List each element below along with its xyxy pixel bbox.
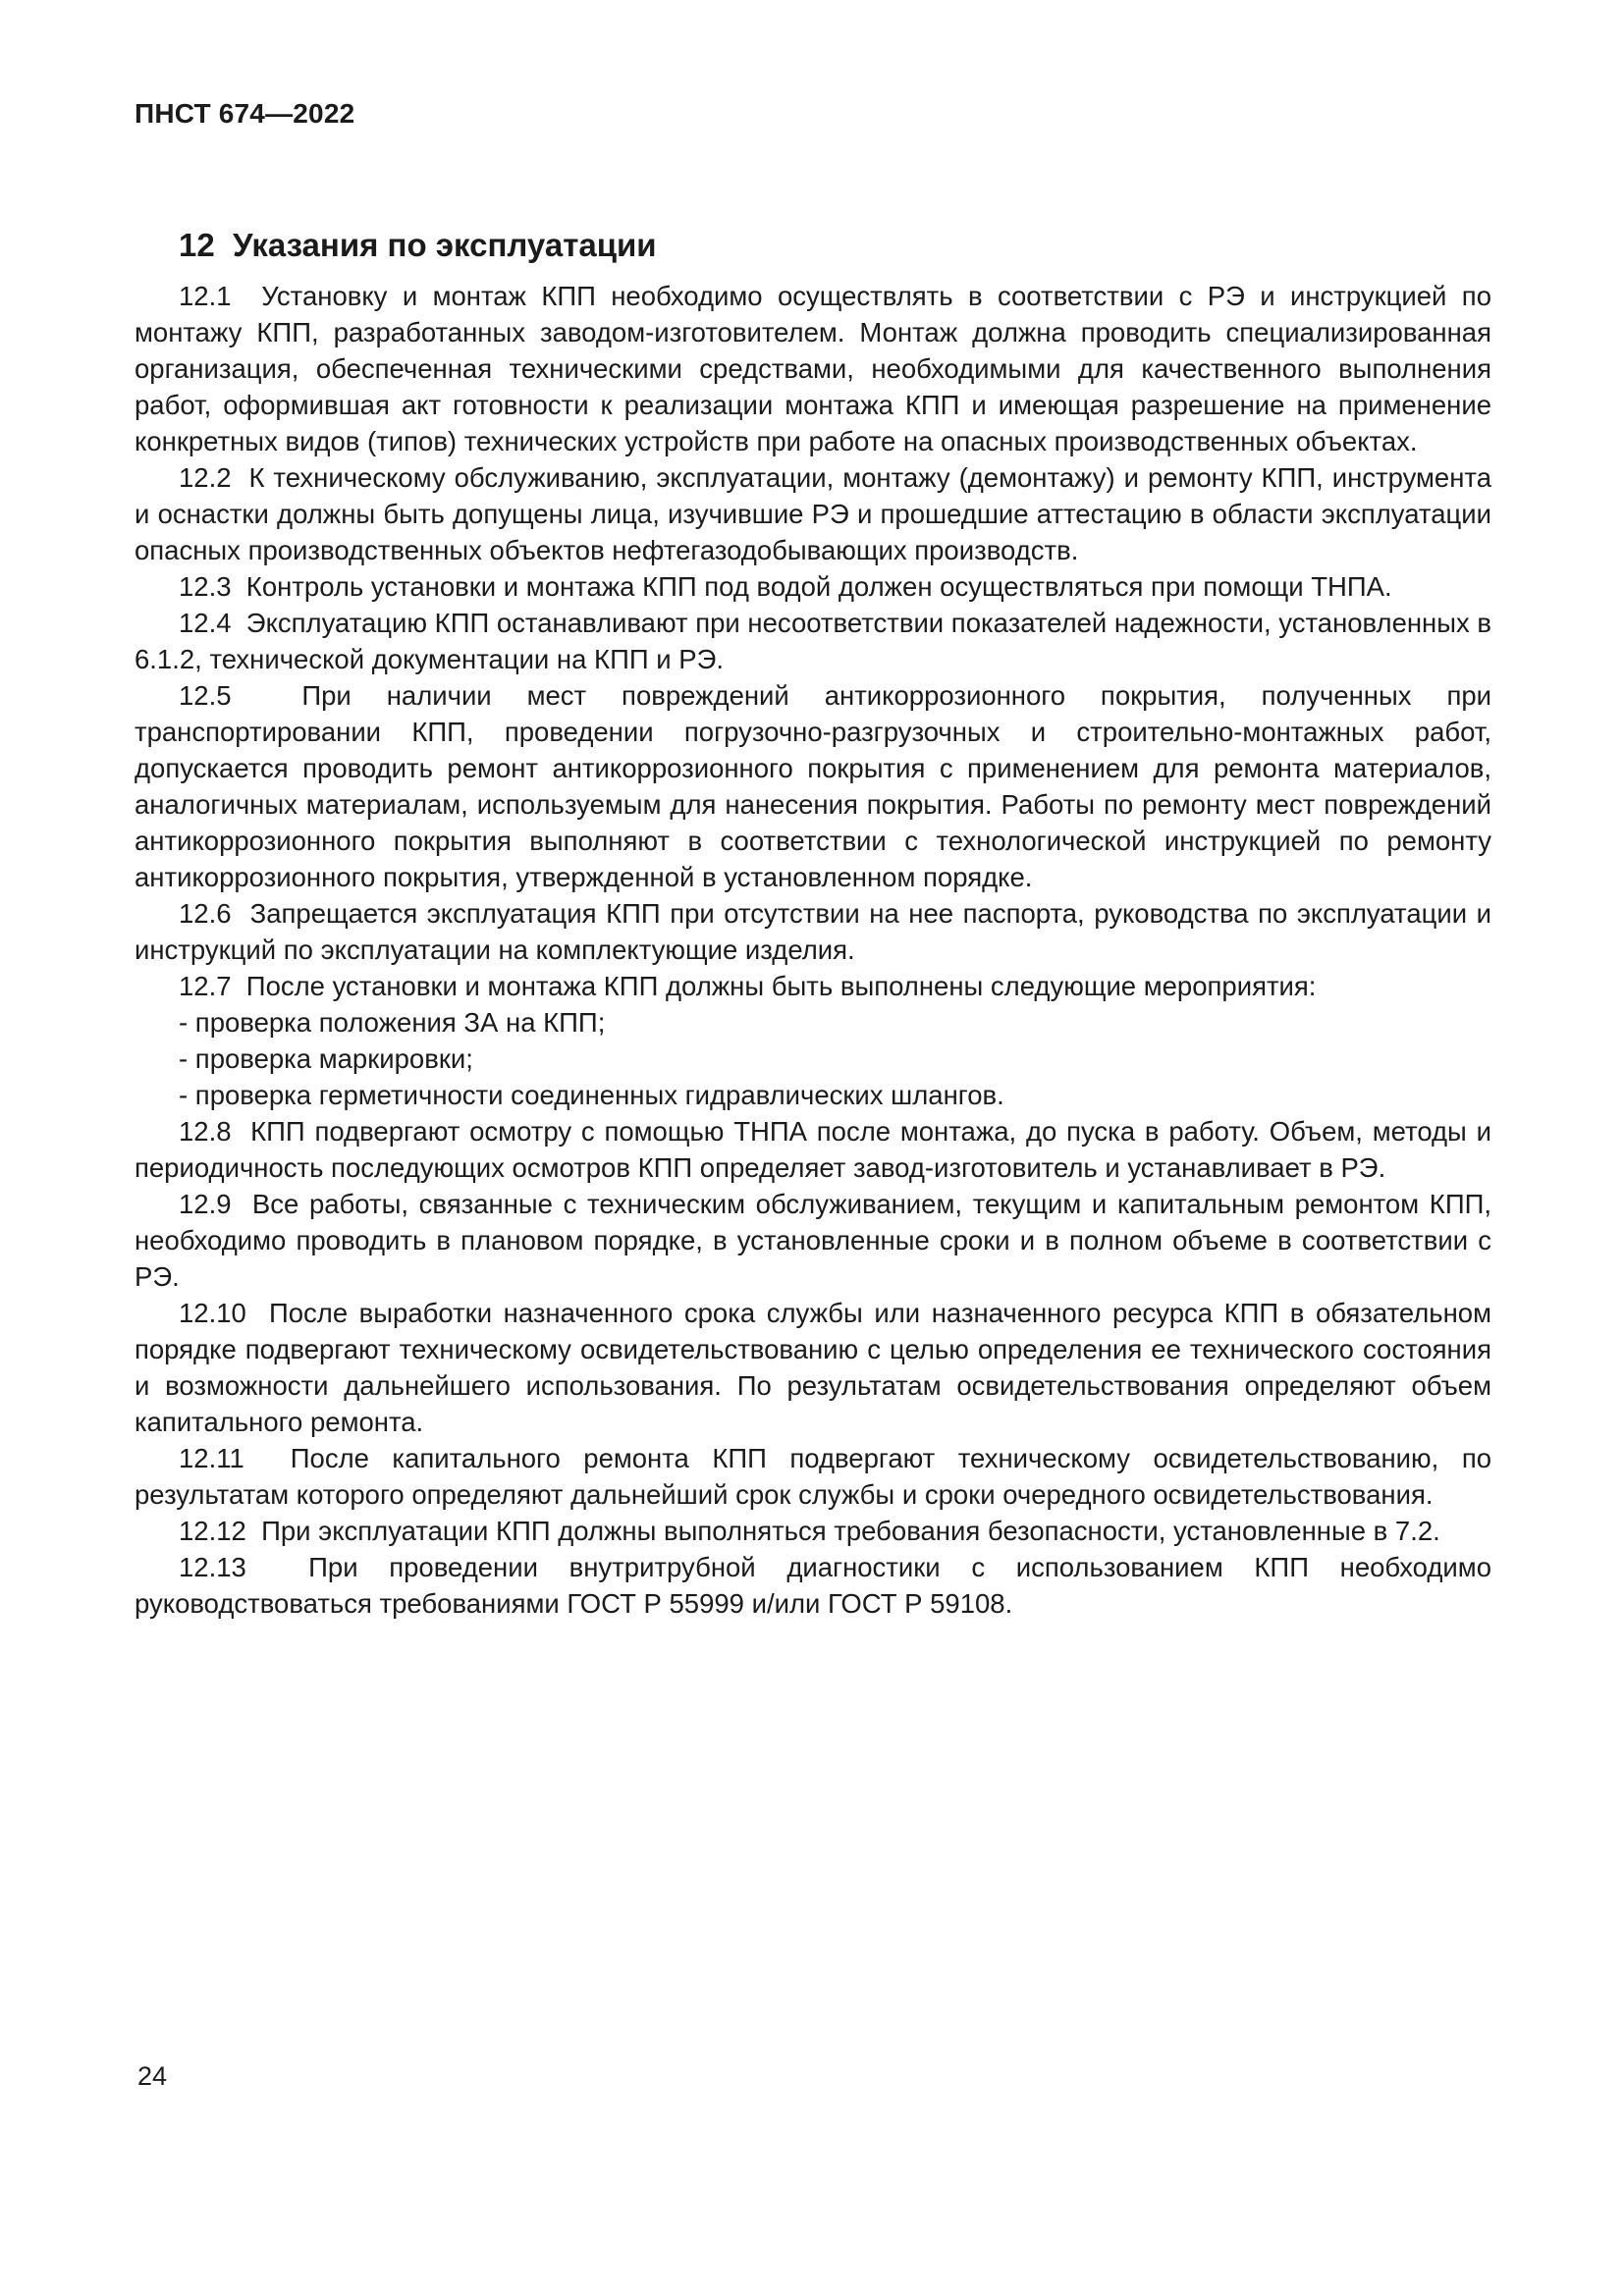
page-number: 24 bbox=[137, 2061, 168, 2091]
paragraph: 12.1 Установку и монтаж КПП необходимо осуществлять в соответствии с РЭ и инструкцией по монтажу КПП, разработанных заводом-изготовителем. Монтаж должна проводить специализированная организация, обеспеченная техническими средствами, необходимыми для качественного выполнения работ, оформившая акт готовности к реализации монтажа КПП и имеющая разрешение на применение конкретных видов (типов) технических устройств при работе на опасных производственных объектах. bbox=[135, 281, 1491, 456]
section-content bbox=[135, 278, 1491, 1622]
paragraph: 12.3 Контроль установки и монтажа КПП под водой должен осуществляться при помощи ТНПА. bbox=[179, 571, 1392, 602]
document-header: ПНСТ 674—2022 bbox=[135, 98, 355, 129]
paragraph: 12.11 После капитального ремонта КПП подвергают техническому освидетельствованию, по результатам которого определяют дальнейший срок службы и сроки очередного освидетельствования. bbox=[135, 1443, 1491, 1510]
paragraph: - проверка маркировки; bbox=[179, 1043, 473, 1074]
paragraph: 12.4 Эксплуатацию КПП останавливают при несоответствии показателей надежности, установленных в 6.1.2, технической документации на КПП и РЭ. bbox=[135, 608, 1492, 674]
paragraph: 12.5 При наличии мест повреждений антикоррозионного покрытия, полученных при транспортировании КПП, проведении погрузочно-разгрузочных и строительно-монтажных работ, допускается проводить ремонт антикоррозионного покрытия с применением для ремонта материалов, аналогичных материалам, используемым для нанесения покрытия. Работы по ремонту мест повреждений антикоррозионного покрытия выполняют в соответствии с технологической инструкцией по ремонту антикоррозионного покрытия, утвержденной в установленном порядке. bbox=[135, 680, 1491, 892]
section-title: 12 Указания по эксплуатации bbox=[179, 227, 657, 263]
paragraph: 12.9 Все работы, связанные с техническим обслуживанием, текущим и капитальным ремонтом КПП, необходимо проводить в плановом порядке, в установленные сроки и в полном объеме в соответствии с РЭ. bbox=[135, 1189, 1491, 1292]
paragraph: 12.7 После установки и монтажа КПП должны быть выполнены следующие мероприятия: bbox=[179, 971, 1317, 1001]
paragraph: 12.2 К техническому обслуживанию, эксплуатации, монтажу (демонтажу) и ремонту КПП, инструмента и оснастки должны быть допущены лица, изучившие РЭ и прошедшие аттестацию в области эксплуатации опасных производственных объектов нефтегазодобывающих производств. bbox=[135, 462, 1491, 565]
paragraph: - проверка герметичности соединенных гидравлических шлангов. bbox=[179, 1080, 1004, 1110]
paragraph: - проверка положения ЗА на КПП; bbox=[179, 1007, 606, 1038]
paragraph: 12.8 КПП подвергают осмотру с помощью ТНПА после монтажа, до пуска в работу. Объем, методы и периодичность последующих осмотров КПП определяет завод-изготовитель и устанавливает в РЭ. bbox=[135, 1116, 1491, 1183]
paragraph: 12.10 После выработки назначенного срока службы или назначенного ресурса КПП в обязательном порядке подвергают техническому освидетельствованию с целью определения ее технического состояния и возможности дальнейшего использования. По результатам освидетельствования определяют объем капитального ремонта. bbox=[135, 1298, 1491, 1437]
paragraph: 12.12 При эксплуатации КПП должны выполняться требования безопасности, установленные в 7.2. bbox=[179, 1516, 1440, 1546]
paragraph: 12.6 Запрещается эксплуатация КПП при отсутствии на нее паспорта, руководства по эксплуатации и инструкций по эксплуатации на комплектующие изделия. bbox=[135, 898, 1491, 965]
paragraph: 12.13 При проведении внутритрубной диагностики с использованием КПП необходимо руководствоваться требованиями ГОСТ Р 55999 и/или ГОСТ Р 59108. bbox=[135, 1552, 1491, 1619]
